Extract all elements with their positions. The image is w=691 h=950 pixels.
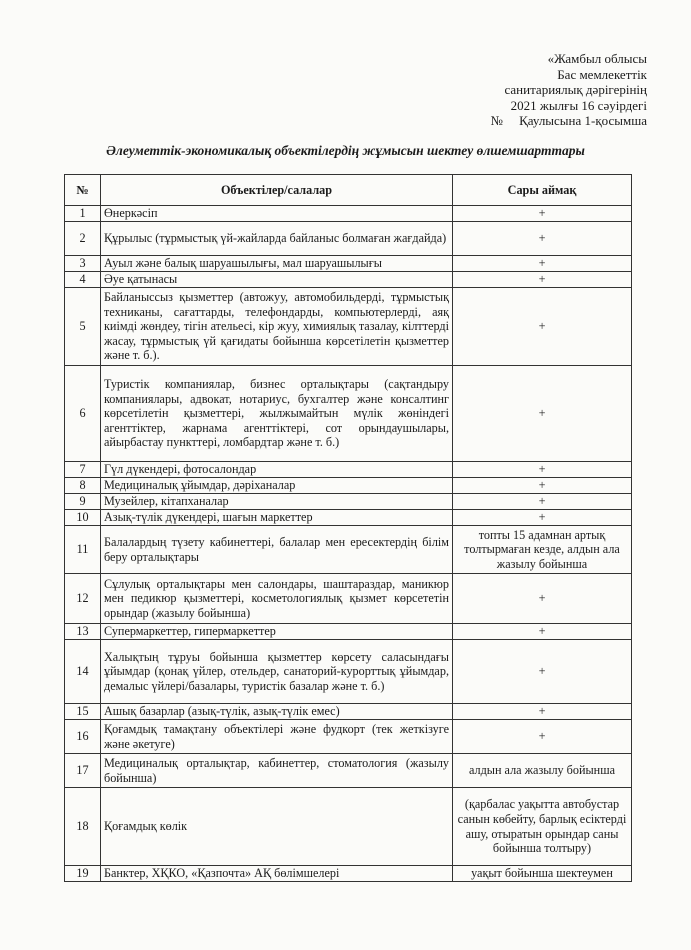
row-zone: + xyxy=(453,222,632,256)
table-header-row xyxy=(65,175,632,206)
table-row xyxy=(65,206,632,222)
header-line: № Қаулысына 1-қосымша xyxy=(490,113,647,128)
row-number: 6 xyxy=(65,366,101,462)
row-object: Гүл дүкендері, фотосалондар xyxy=(101,462,453,478)
table-row xyxy=(65,478,632,494)
table-row xyxy=(65,866,632,882)
row-object: Банктер, ХҚКО, «Қазпочта» АҚ бөлімшелері xyxy=(101,866,453,882)
row-zone: + xyxy=(453,206,632,222)
row-number: 9 xyxy=(65,494,101,510)
table-row xyxy=(65,366,632,462)
row-zone: + xyxy=(453,478,632,494)
row-number: 4 xyxy=(65,272,101,288)
row-object: Байланыссыз қызметтер (автожуу, автомобильдерді, тұрмыстық техниканы, сағаттарды, телефондарды, компьютерлерді, аяқ киімді жөндеу, тігін ательесі, кір жуу, химиялық тазалау, кілттерді жасау, тұрмыстық үй қағидаты бойынша көрсетілетін қызметтер және т. б.). xyxy=(101,288,453,366)
header-line: санитариялық дәрігерінің xyxy=(504,82,647,97)
header-line: «Жамбыл облысы xyxy=(547,51,647,66)
header-line: 2021 жылғы 16 сәуірдегі xyxy=(510,97,647,113)
row-object: Туристік компаниялар, бизнес орталықтары (сақтандыру компаниялары, адвокат, нотариус, бухгалтер және консалтинг көрсетілетін қызметтері, жылжымайтын мүлік жөніндегі агенттіктер, жарнама агенттіктері, сот орындаушылары, айырбастау пункттері, ломбардтар және т. б.) xyxy=(101,366,453,462)
row-object: Азық-түлік дүкендері, шағын маркеттер xyxy=(101,510,453,526)
row-number: 15 xyxy=(65,704,101,720)
row-zone: + xyxy=(453,574,632,624)
row-object: Ауыл және балық шаруашылығы, мал шаруашылығы xyxy=(101,256,453,272)
row-object: Әуе қатынасы xyxy=(101,272,453,288)
row-object: Халықтың тұруы бойынша қызметтер көрсету саласындағы ұйымдар (қонақ үйлер, отельдер, санаторий-курорттық ұйымдар, демалыс үйлері/базалары, туристік базалар және т. б.) xyxy=(101,640,453,704)
table-row xyxy=(65,510,632,526)
table-row xyxy=(65,272,632,288)
row-number: 7 xyxy=(65,462,101,478)
row-number: 14 xyxy=(65,640,101,704)
header-line: Бас мемлекеттік xyxy=(557,66,647,82)
table-row xyxy=(65,256,632,272)
table-row xyxy=(65,222,632,256)
row-zone: топты 15 адамнан артық толтырмаған кезде, алдын ала жазылу бойынша xyxy=(453,526,632,574)
page-title: Әлеуметтік-экономикалық объектілердің жұмысын шектеу өлшемшарттары xyxy=(106,143,585,158)
row-number: 18 xyxy=(65,788,101,866)
column-header-number: № xyxy=(65,175,101,206)
row-zone: + xyxy=(453,510,632,526)
column-header-yellow-zone: Сары аймақ xyxy=(453,175,632,206)
row-object: Медициналық орталықтар, кабинеттер, стоматология (жазылу бойынша) xyxy=(101,754,453,788)
table-row xyxy=(65,494,632,510)
row-number: 16 xyxy=(65,720,101,754)
row-number: 13 xyxy=(65,624,101,640)
row-zone: + xyxy=(453,462,632,478)
row-zone: + xyxy=(453,624,632,640)
row-object: Ашық базарлар (азық-түлік, азық-түлік емес) xyxy=(101,704,453,720)
row-number: 8 xyxy=(65,478,101,494)
row-object: Медициналық ұйымдар, дәріханалар xyxy=(101,478,453,494)
row-zone: (қарбалас уақытта автобустар санын көбейту, барлық есіктерді ашу, отыратын орындар саны бойынша толтыру) xyxy=(453,788,632,866)
row-zone: + xyxy=(453,720,632,754)
table-row xyxy=(65,288,632,366)
row-object: Сұлулық орталықтары мен салондары, шаштараздар, маникюр мен педикюр қызметтері, косметологиялық қызмет көрсететін орындар (жазылу бойынша) xyxy=(101,574,453,624)
row-number: 5 xyxy=(65,288,101,366)
table-row xyxy=(65,704,632,720)
row-number: 12 xyxy=(65,574,101,624)
row-zone: + xyxy=(453,640,632,704)
row-zone: + xyxy=(453,366,632,462)
row-object: Қоғамдық тамақтану объектілері және фудкорт (тек жеткізуге және әкетуге) xyxy=(101,720,453,754)
table-row xyxy=(65,574,632,624)
row-number: 1 xyxy=(65,206,101,222)
row-zone: алдын ала жазылу бойынша xyxy=(453,754,632,788)
row-number: 11 xyxy=(65,526,101,574)
criteria-table xyxy=(64,174,632,882)
row-number: 3 xyxy=(65,256,101,272)
row-zone: + xyxy=(453,494,632,510)
table-row xyxy=(65,462,632,478)
row-object: Құрылыс (тұрмыстық үй-жайларда байланыс болмаған жағдайда) xyxy=(101,222,453,256)
row-zone: + xyxy=(453,256,632,272)
column-header-objects: Объектілер/салалар xyxy=(101,175,453,206)
table-row xyxy=(65,640,632,704)
row-number: 17 xyxy=(65,754,101,788)
row-number: 2 xyxy=(65,222,101,256)
row-number: 19 xyxy=(65,866,101,882)
table-row xyxy=(65,526,632,574)
row-object: Музейлер, кітапханалар xyxy=(101,494,453,510)
row-zone: + xyxy=(453,288,632,366)
table-row xyxy=(65,788,632,866)
row-object: Өнеркәсіп xyxy=(101,206,453,222)
row-zone: + xyxy=(453,704,632,720)
row-zone: уақыт бойынша шектеумен xyxy=(453,866,632,882)
header-block xyxy=(490,51,647,129)
table-row xyxy=(65,624,632,640)
row-zone: + xyxy=(453,272,632,288)
row-object: Қоғамдық көлік xyxy=(101,788,453,866)
row-number: 10 xyxy=(65,510,101,526)
table-row xyxy=(65,720,632,754)
row-object: Балалардың түзету кабинеттері, балалар мен ересектердің білім беру орталықтары xyxy=(101,526,453,574)
row-object: Супермаркеттер, гипермаркеттер xyxy=(101,624,453,640)
table-row xyxy=(65,754,632,788)
